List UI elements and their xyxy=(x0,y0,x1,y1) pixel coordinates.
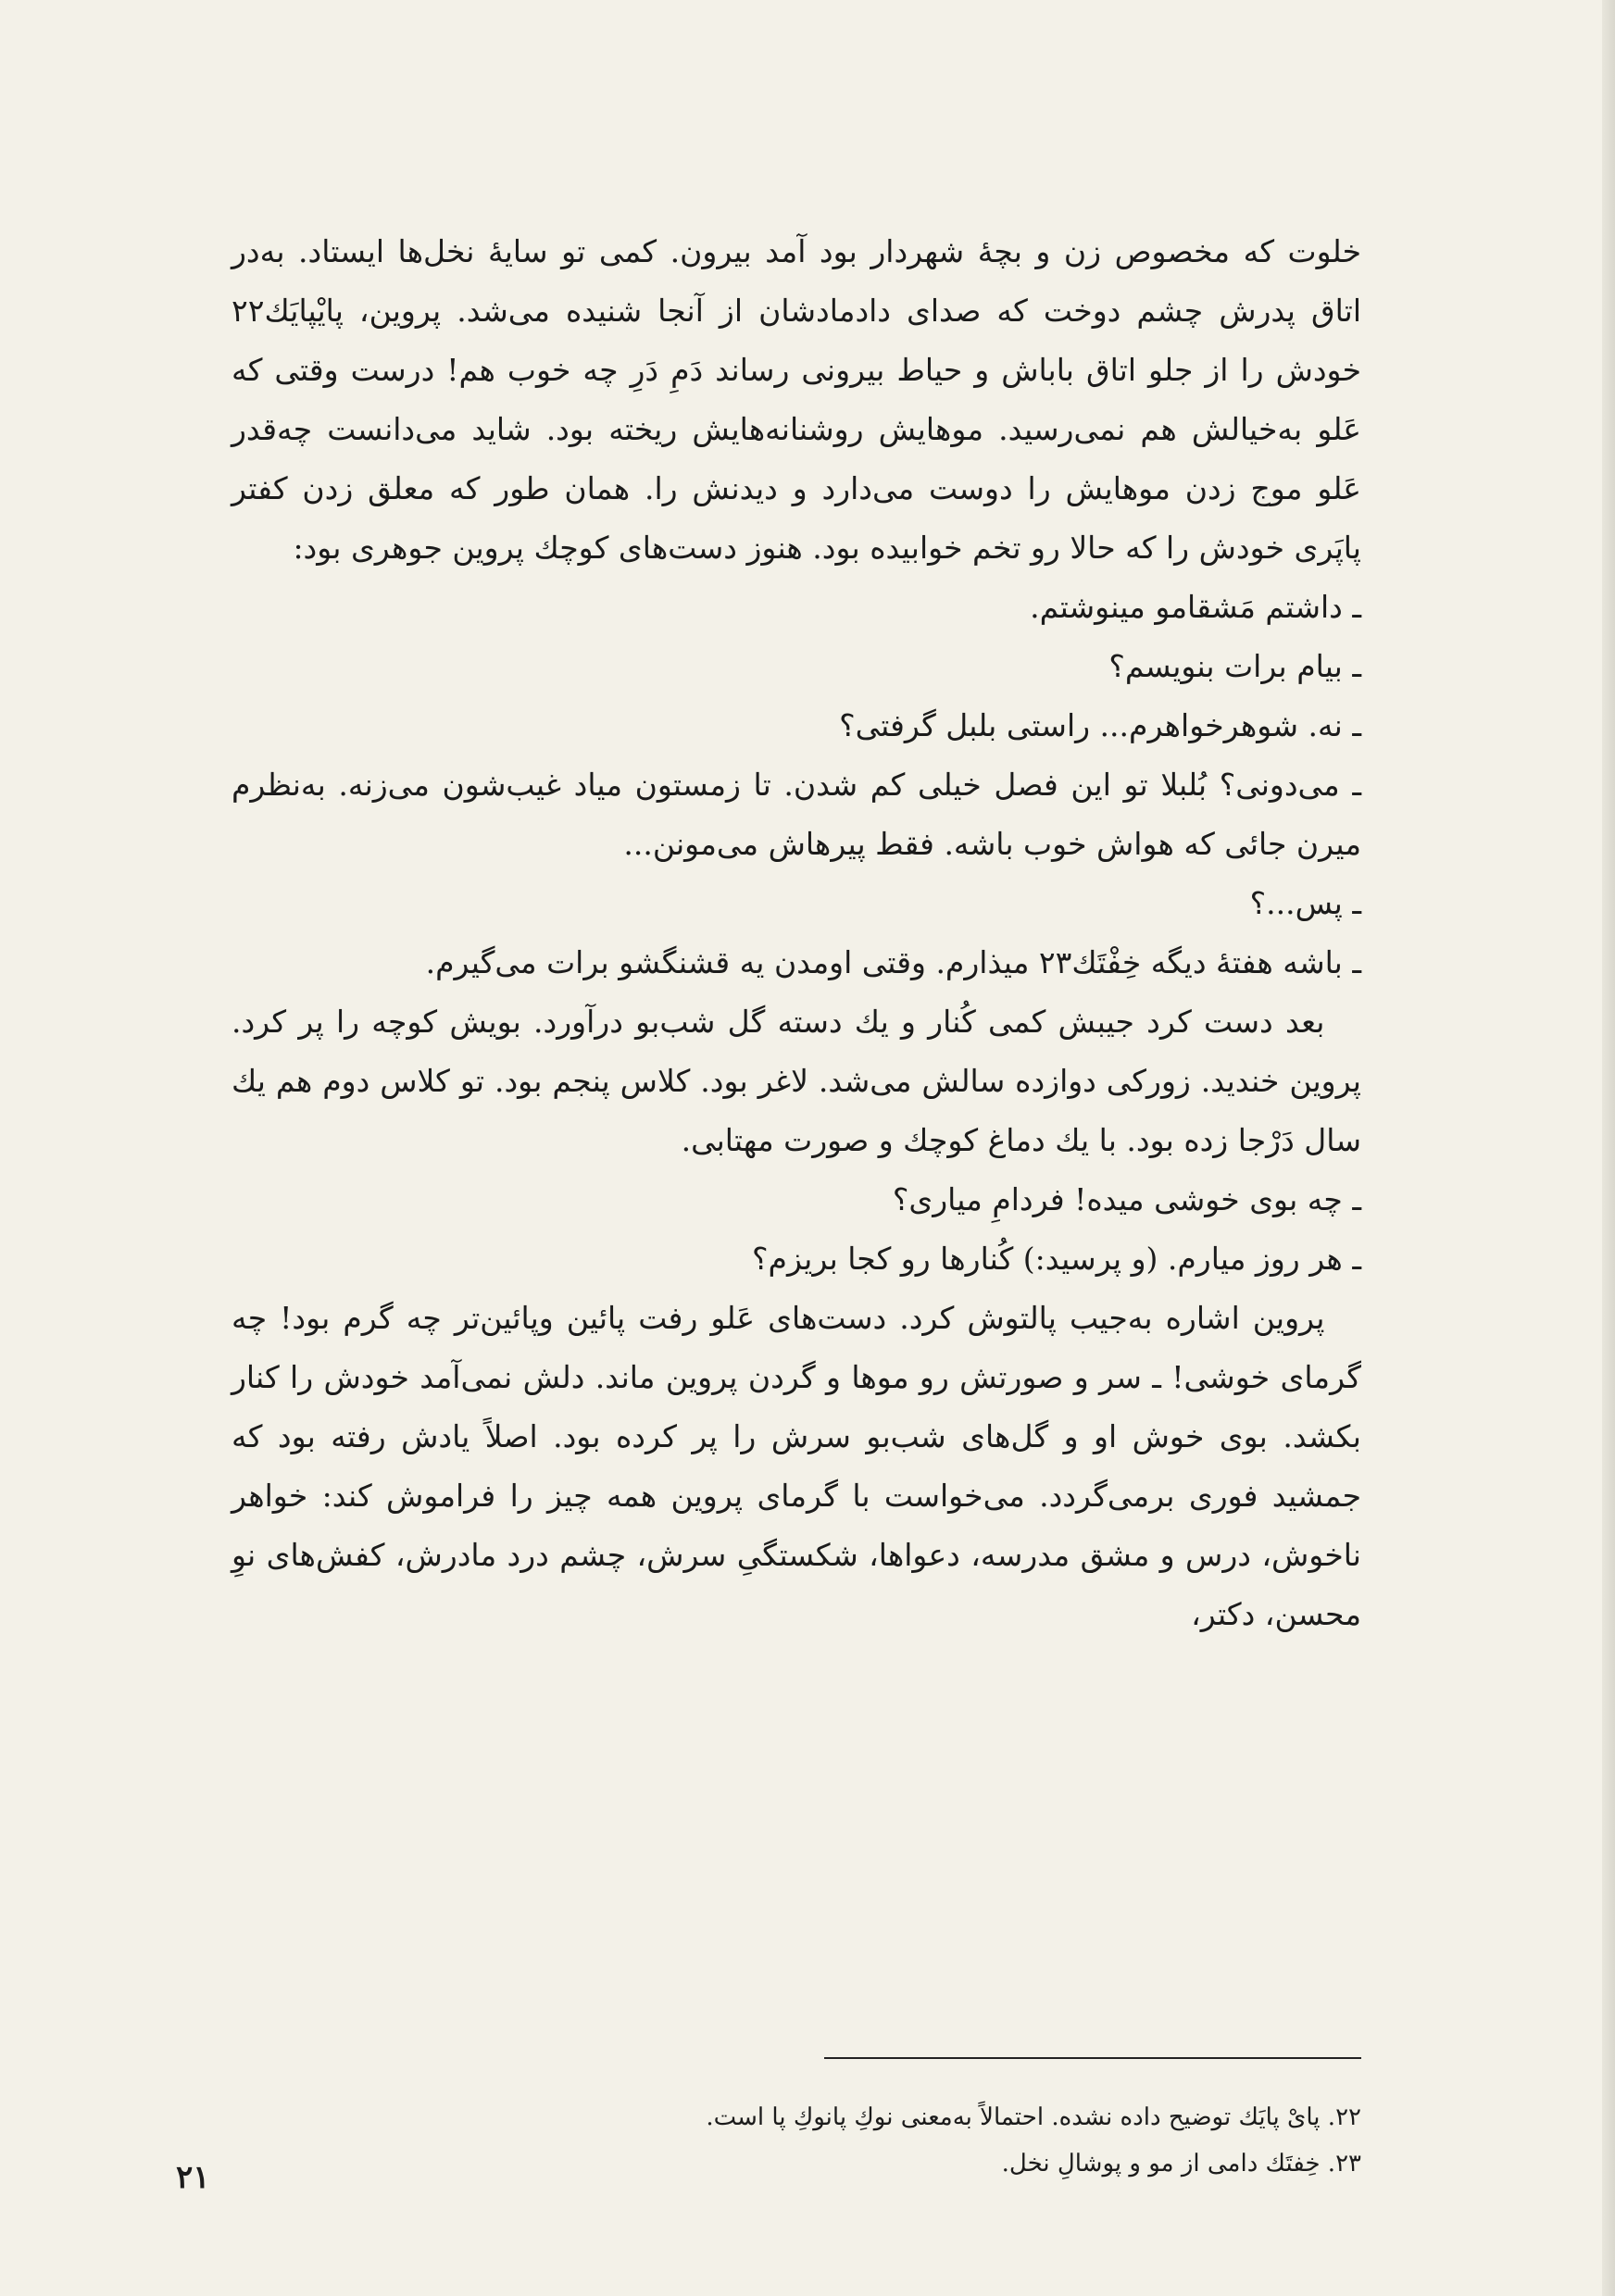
dialogue-line-6: ـ باشه هفتهٔ دیگه خِفْتَك۲۳ میذارم. وقتی اومدن یه قشنگشو برات می‌گیرم. xyxy=(425,944,1361,980)
page-edge xyxy=(1602,0,1615,2296)
dialogue-line-1: ـ داشتم مَشقامو مینوشتم. xyxy=(1030,589,1361,625)
dialogue-line-5: ـ پس...؟ xyxy=(1249,885,1361,921)
paragraph-1: خلوت که مخصوص زن و بچهٔ شهردار بود آمد بیرون. کمی تو سایهٔ نخل‌ها ایستاد. به‌در اتاق پدرش چشم دوخت که صدای دادمادشان از آنجا شنیده می‌شد. پروین، پایْپایَك۲۲ خودش را از جلو اتاق باباش و حیاط بیرونی رساند دَمِ دَرِ چه خوب هم! درست وقتی که عَلو به‌خیالش هم نمی‌رسید. موهایش روشنانه‌هایش ریخته بود. شاید می‌دانست چه‌قدر عَلو موج زدن موهایش را دوست می‌دارد و دیدنش را. همان طور که معلق زدن کفتر پاپَری خودش را که حالا رو تخم خوابیده بود. هنوز دست‌های کوچك پروین جوهری بود: xyxy=(232,233,1361,566)
paragraph-2: بعد دست کرد جیبش کمی کُنار و یك دسته گل شب‌بو درآورد. بویش کوچه را پر کرد. پروین خندید. زورکی دوازده سالش می‌شد. لاغر بود. کلاس پنجم بود. تو کلاس دوم هم یك سال دَرْجا زده بود. با یك دماغ کوچك و صورت مهتابی. xyxy=(232,1004,1361,1158)
footnote-22: ۲۲. پایْ پایَك توضیح داده نشده. احتمالاً به‌معنی نوكِ پانوكِ پا است. xyxy=(706,2103,1361,2131)
page-number: ۲۱ xyxy=(176,2159,210,2196)
paragraph-3: پروین اشاره به‌جیب پالتوش کرد. دست‌های عَلو رفت پائین وپائین‌تر چه گرم بود! چه گرمای خوشی! ـ سر و صورتش رو موها و گردن پروین ماند. دلش نمی‌آمد خودش را کنار بکشد. بوی خوش او و گل‌های شب‌بو سرش را پر کرده بود. اصلاً یادش رفته بود که جمشید فوری برمی‌گردد. می‌خواست با گرمای پروین همه چیز را فراموش کند: خواهر ناخوش، درس و مشق مدرسه، دعواها، شکستگیِ سرش، چشم درد مادرش، کفش‌های نوِ محسن، دکتر، xyxy=(232,1300,1361,1632)
dialogue-line-3: ـ نه. شوهرخواهرم... راستی بلبل گرفتی؟ xyxy=(839,707,1361,743)
footnote-separator xyxy=(824,2057,1361,2059)
dialogue-line-7: ـ چه بوی خوشی میده! فردامِ میاری؟ xyxy=(892,1181,1361,1217)
dialogue-line-8: ـ هر روز میارم. (و پرسید:) کُنارها رو کجا بریزم؟ xyxy=(752,1241,1361,1277)
footnote-23: ۲۳. خِفتَك دامی از مو و پوشالِ نخل. xyxy=(1001,2150,1361,2177)
dialogue-line-4: ـ می‌دونی؟ بُلبلا تو این فصل خیلی کم شدن. تا زمستون میاد غیب‌شون می‌زنه. به‌نظرم میرن جائی که هواش خوب باشه. فقط پیرهاش می‌مونن... xyxy=(232,767,1361,862)
dialogue-line-2: ـ بیام برات بنویسم؟ xyxy=(1108,648,1361,684)
footnotes xyxy=(537,2094,1361,2187)
body-text xyxy=(232,222,1361,1644)
